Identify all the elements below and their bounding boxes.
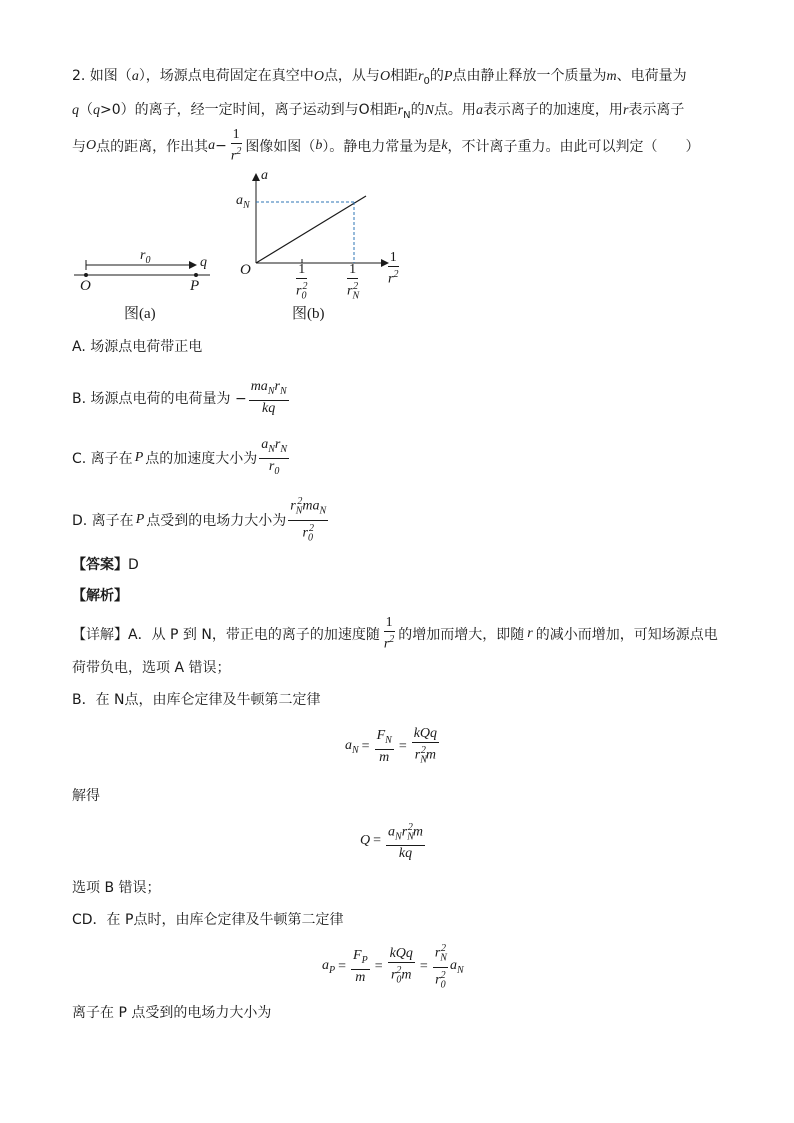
label-aN (236, 193, 250, 211)
text: N (456, 964, 464, 976)
equation-3 (322, 944, 464, 990)
text: 0 (307, 531, 313, 543)
detail-b-line: B．在 N点，由库仑定律及牛顿第二定律 (72, 692, 321, 708)
option-d (72, 498, 330, 542)
text: ，不计离子重力。由此可以判定（ ） (447, 139, 700, 155)
label-a: a (261, 168, 268, 183)
equation-term (322, 958, 335, 976)
text: 0 (396, 974, 402, 986)
text: 的 (410, 102, 425, 118)
text: 、电荷量为 (616, 68, 687, 84)
caption-a: 图(a) (124, 306, 156, 322)
label-O: O (80, 278, 91, 294)
text: 1 (349, 262, 357, 277)
text: r (383, 636, 390, 652)
text: r (296, 283, 302, 299)
text: 2 (393, 269, 399, 280)
label-r0 (140, 248, 150, 266)
text: Q (360, 833, 371, 848)
text: a (345, 738, 352, 754)
text: r (347, 283, 353, 299)
text: N (243, 199, 250, 211)
text: N (385, 734, 392, 746)
text: P (443, 69, 453, 84)
text: m (401, 967, 412, 983)
text: O (86, 138, 97, 153)
text: k (441, 138, 448, 153)
solve-label: 解得 (72, 788, 100, 804)
text: 【答案】 (72, 557, 128, 573)
text: 2 (389, 634, 395, 646)
question-line-1 (72, 66, 687, 92)
text: 2 (297, 496, 303, 508)
text: r (527, 626, 533, 641)
text: r (434, 945, 441, 961)
text: 【详解】A．从 P 到 N，带正电的离子的加速度随 (72, 627, 380, 643)
text: = (374, 959, 383, 974)
text: 点由静止释放一个质量为 (452, 68, 607, 84)
equation-term (450, 958, 464, 976)
point-P (194, 273, 198, 277)
text: r (418, 69, 424, 84)
fraction (375, 728, 394, 766)
text: F (353, 948, 362, 964)
answer-line (72, 555, 139, 575)
point-O (84, 273, 88, 277)
text: 1 (298, 262, 306, 277)
text: a (322, 958, 329, 974)
text: a (131, 69, 139, 84)
text: r (435, 972, 441, 988)
text: D (128, 557, 139, 573)
text: 0 (440, 978, 446, 990)
text: = (419, 959, 428, 974)
graph-line (256, 196, 366, 263)
question-line-3 (72, 128, 700, 164)
equation-2 (360, 818, 427, 864)
text: >0）的离子，经一定时间，离子运动到与O相距 (100, 102, 398, 118)
text: N (352, 290, 360, 302)
text: a (261, 436, 269, 452)
text: C. 离子在 (72, 451, 133, 467)
text: N (268, 443, 275, 455)
text: N (403, 109, 411, 121)
label-q: q (200, 255, 207, 270)
text: 与 (72, 139, 86, 155)
text: N (395, 831, 402, 843)
text: 2 (420, 744, 426, 756)
text: a (475, 103, 483, 118)
text: P (134, 450, 144, 465)
text: 2 (396, 964, 402, 976)
text: 的减小而增加，可知场源点电 (535, 627, 718, 643)
text: （ (79, 102, 93, 118)
text: r (414, 747, 421, 763)
tick-label-rN (345, 262, 360, 304)
text: 1 (389, 250, 397, 265)
text: r (388, 271, 394, 287)
text: r (302, 525, 308, 541)
text: 2 (353, 281, 359, 292)
analysis-label: 【解析】 (72, 588, 128, 604)
fraction (259, 437, 289, 480)
x-axis-label (386, 250, 400, 288)
label-P: P (190, 278, 200, 294)
fraction (386, 820, 425, 862)
fraction (229, 127, 243, 165)
text: ），场源点电荷固定在真空中 (138, 68, 314, 84)
text: = (398, 739, 407, 754)
text: 表示离子的加速度，用 (482, 102, 623, 118)
last-line: 离子在 P 点受到的电场力大小为 (72, 1005, 272, 1021)
question-line-2 (72, 100, 684, 126)
detail-cd-line: CD．在 P点时，由库仑定律及牛顿第二定律 (72, 912, 344, 928)
text: B. 场源点电荷的电荷量为 − (72, 391, 247, 407)
detail-a-line-1 (72, 614, 718, 654)
text: F (376, 728, 386, 744)
text: 0 (423, 75, 430, 87)
text: N (424, 103, 434, 118)
text: N (279, 385, 287, 397)
text: r (268, 458, 275, 474)
detail-a-line-2: 荷带负电，选项 A 错误； (72, 660, 231, 676)
option-c (72, 438, 291, 478)
text: 2. 如图（ (72, 68, 132, 84)
text: r (140, 248, 146, 263)
text: N (319, 505, 327, 517)
text: a (388, 824, 396, 840)
fraction (433, 941, 448, 993)
text: O (313, 69, 324, 84)
text: 2 (440, 969, 446, 981)
text: = (361, 739, 370, 754)
text: 2 (440, 943, 446, 955)
text: 2 (236, 146, 242, 158)
text: r (274, 379, 280, 395)
text: P (329, 964, 336, 976)
text: 2 (308, 522, 314, 534)
text: r (274, 436, 281, 452)
text: 点受到的电场力大小为 (146, 513, 287, 529)
text: 点的加速度大小为 (145, 451, 258, 467)
text: a (449, 958, 457, 974)
caption-b: 图(b) (292, 306, 325, 322)
text: r (401, 824, 408, 840)
equation-1 (345, 724, 441, 770)
text: 0 (274, 465, 280, 477)
text: 点，从与 (323, 68, 380, 84)
text: q (93, 103, 100, 118)
text: m (379, 749, 390, 765)
option-a: A. 场源点电荷带正电 (72, 339, 203, 355)
fraction (249, 379, 289, 417)
text: 的增加而增大，即随 (398, 627, 525, 643)
text: 0 (145, 254, 151, 266)
equation-term (345, 738, 359, 756)
tick-label-r0 (294, 262, 309, 304)
text: N (407, 831, 414, 843)
text: kq (262, 400, 276, 416)
text: m (606, 69, 617, 84)
text: 图像如图（ (245, 139, 316, 155)
text: ma (250, 379, 268, 395)
text: 1 (232, 127, 240, 143)
text: − (215, 138, 227, 154)
text: 表示离子 (628, 102, 685, 118)
label-O-b: O (240, 262, 251, 278)
text: a (208, 138, 216, 153)
fraction (412, 726, 439, 768)
text: 1 (385, 615, 393, 631)
text: kQq (389, 945, 413, 961)
fraction (382, 615, 396, 653)
text: 0 (301, 290, 307, 302)
text: 点。用 (433, 102, 476, 118)
text: N (295, 505, 303, 517)
text: m (412, 824, 423, 840)
text: r (397, 103, 404, 118)
text: N (280, 443, 288, 455)
text: D. 离子在 (72, 513, 134, 529)
option-b (72, 378, 291, 418)
text: 2 (407, 821, 413, 833)
text: ma (302, 498, 320, 514)
fraction (388, 946, 415, 988)
text: q (72, 103, 79, 118)
text: N (352, 744, 359, 756)
text: kq (398, 846, 413, 862)
text: O (379, 69, 391, 84)
text: m (355, 969, 366, 985)
fraction (288, 494, 328, 546)
text: r (622, 103, 629, 118)
text: r (390, 967, 397, 983)
text: kQq (413, 725, 438, 741)
text: 相距 (390, 68, 419, 84)
text: 的 (429, 68, 444, 84)
fraction (351, 948, 370, 986)
text: N (267, 385, 275, 397)
text: b (315, 138, 323, 153)
text: ）。静电力常量为是 (322, 139, 442, 155)
text: m (425, 747, 436, 763)
text: N (420, 754, 427, 766)
text: a (236, 193, 243, 208)
text: N (440, 952, 447, 964)
text: 2 (302, 281, 308, 292)
text: 点的距离，作出其 (96, 139, 209, 155)
text: r (230, 148, 237, 164)
text: = (338, 959, 347, 974)
text: = (373, 833, 382, 848)
text: P (361, 954, 368, 966)
b-wrong: 选项 B 错误； (72, 880, 161, 896)
text: P (135, 512, 145, 527)
text: r (290, 498, 296, 514)
